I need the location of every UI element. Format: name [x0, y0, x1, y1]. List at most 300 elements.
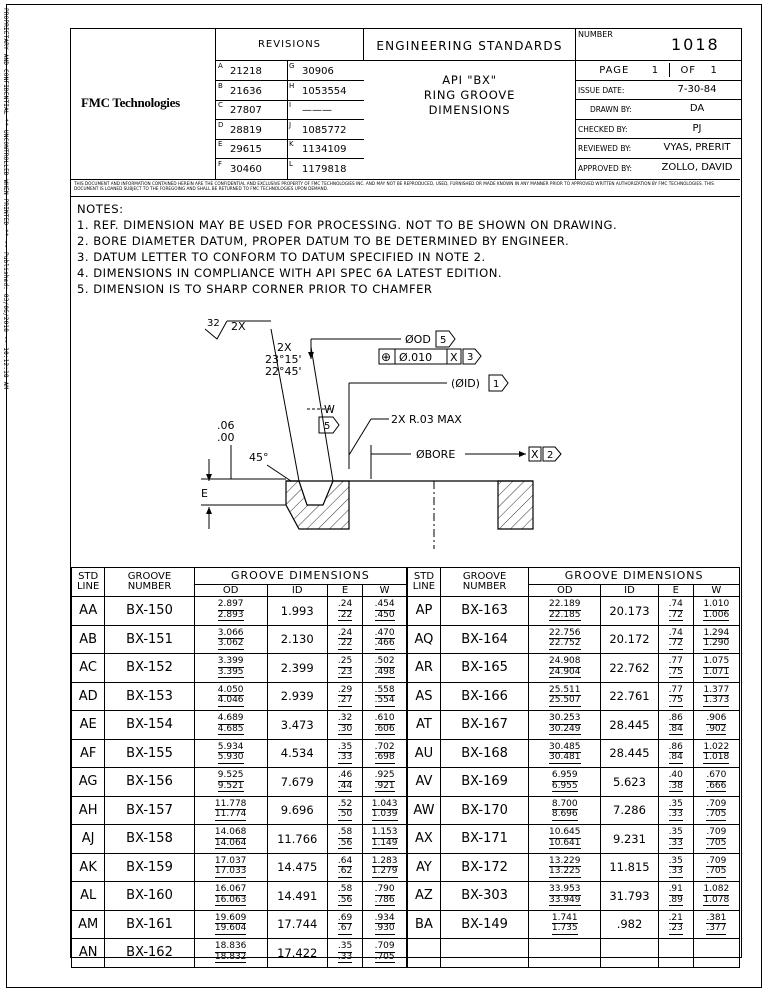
w-cell — [363, 825, 407, 854]
w-max: .610 — [374, 713, 395, 724]
w-max: 1.075 — [703, 656, 730, 667]
e-max: .24 — [337, 599, 353, 610]
notes-title: NOTES: — [77, 202, 124, 216]
std-line-cell: AY — [408, 853, 441, 882]
od-min: 14.064 — [214, 837, 247, 848]
w-max: .790 — [374, 884, 395, 895]
od-min: 4.046 — [217, 695, 244, 706]
od-max: 30.253 — [549, 713, 581, 724]
w-cell — [363, 882, 407, 911]
groove-number-cell: BX-166 — [440, 682, 528, 711]
col-od: OD — [194, 585, 267, 597]
e-cell — [327, 853, 362, 882]
id-cell: 14.491 — [267, 882, 327, 911]
table-row — [408, 939, 740, 968]
revision-number: 21218 — [230, 66, 262, 77]
od-cell — [194, 853, 267, 882]
w-min: .902 — [706, 723, 727, 734]
e-cell — [327, 625, 362, 654]
od-max: 3.066 — [217, 627, 244, 638]
id-cell: 9.231 — [601, 825, 659, 854]
note-5-flag: 5 — [440, 335, 447, 346]
od-max: 4.050 — [217, 684, 244, 695]
table-row — [408, 768, 740, 797]
e-label: E — [201, 487, 208, 500]
w-min: 1.006 — [703, 609, 730, 620]
w-label: W — [324, 403, 335, 416]
e-min: .89 — [668, 894, 683, 905]
w-min: .705 — [706, 866, 727, 877]
w-cell — [363, 853, 407, 882]
e-min: .33 — [337, 951, 353, 962]
e-max: .35 — [668, 855, 683, 866]
od-cell — [529, 910, 601, 939]
e-cell — [327, 910, 362, 939]
empty-cell — [693, 939, 739, 968]
reviewed-by-value: VYAS, PRERIT — [663, 142, 731, 154]
e-min: .56 — [337, 894, 353, 905]
revision-letter: B — [218, 81, 223, 90]
w-min: 1.149 — [371, 837, 398, 848]
w-min: .498 — [374, 666, 395, 677]
col-id: ID — [601, 585, 659, 597]
radius-callout: 2X R.03 MAX — [391, 413, 462, 426]
od-cell — [529, 682, 601, 711]
chamfer-angle: 45° — [249, 451, 269, 464]
groove-number-cell: BX-151 — [105, 625, 194, 654]
od-cell — [529, 654, 601, 683]
od-max: 25.511 — [549, 684, 581, 695]
od-min: 2.893 — [217, 609, 244, 620]
od-min: 13.225 — [549, 866, 581, 877]
std-line-cell: AS — [408, 682, 441, 711]
table-row — [72, 711, 407, 740]
od-min: 17.033 — [214, 866, 247, 877]
od-min: 30.249 — [549, 723, 581, 734]
od-cell — [529, 853, 601, 882]
w-max: 1.010 — [703, 599, 730, 610]
w-max: .670 — [706, 770, 727, 781]
w-cell — [363, 796, 407, 825]
title-line: API "BX" — [442, 73, 497, 87]
number-label: NUMBER — [578, 30, 613, 39]
w-min: .705 — [706, 837, 727, 848]
id-cell: 1.993 — [267, 597, 327, 626]
e-max: .86 — [668, 713, 683, 724]
e-cell — [658, 597, 693, 626]
groove-number-cell: BX-161 — [105, 910, 194, 939]
flange-section-right — [498, 481, 533, 529]
document-number: 1018 — [671, 35, 720, 54]
groove-number-cell: BX-167 — [440, 711, 528, 740]
table-row — [72, 682, 407, 711]
w-max: 1.153 — [371, 827, 398, 838]
groove-number-cell: BX-165 — [440, 654, 528, 683]
od-cell — [194, 768, 267, 797]
od-max: 3.399 — [217, 656, 244, 667]
std-line-cell: AH — [72, 796, 105, 825]
note-item: 4. DIMENSIONS IN COMPLIANCE WITH API SPEC 6A LATEST EDITION. — [77, 266, 503, 280]
table-row — [72, 654, 407, 683]
e-max: .91 — [668, 884, 683, 895]
table-row — [72, 739, 407, 768]
w-cell — [693, 882, 739, 911]
w-cell — [363, 768, 407, 797]
std-line-cell: AC — [72, 654, 105, 683]
confidentiality-notice: THIS DOCUMENT AND INFORMATION CONTAINED HEREIN ARE THE CONFIDENTIAL AND EXCLUSIVE PROPERTY OF FMC TECHNOLOGIES INC. AND MAY NOT BE REPRODUCED, USED, FURNISHED OR MADE KNOWN IN ANY MANNER PRIOR TO APPROVED WRITTEN AUTHORIZATION BY FMC TECHNOLOGIES. THIS DOCUMENT IS LOANED SUBJECT TO THE FOREGOING AND SHALL BE RETURNED TO FMC TECHNOLOGIES UPON DEMAND. — [71, 179, 740, 197]
od-max: 5.934 — [217, 741, 244, 752]
groove-number-cell: BX-158 — [105, 825, 194, 854]
od-cell — [194, 597, 267, 626]
issue-date-label: ISSUE DATE: — [578, 85, 625, 95]
od-max: 17.037 — [214, 855, 247, 866]
id-cell: 17.744 — [267, 910, 327, 939]
page-label: PAGE — [599, 65, 630, 76]
revision-number: 28819 — [230, 124, 262, 136]
chamfer-depth-lower: .00 — [217, 431, 235, 444]
table-row — [72, 939, 407, 968]
e-max: .32 — [337, 713, 353, 724]
od-cell — [194, 739, 267, 768]
groove-dims-header: GROOVE DIMENSIONS — [529, 568, 740, 585]
od-cell — [529, 597, 601, 626]
w-min: 1.279 — [371, 866, 398, 877]
id-cell: 22.761 — [601, 682, 659, 711]
e-max: .69 — [337, 912, 353, 923]
od-max: 22.756 — [549, 627, 581, 638]
e-max: .58 — [337, 827, 353, 838]
id-cell: .982 — [601, 910, 659, 939]
w-min: 1.078 — [703, 894, 730, 905]
od-min: 25.507 — [549, 695, 581, 706]
groove-table-left — [71, 567, 407, 968]
e-cell — [658, 796, 693, 825]
e-min: .30 — [337, 723, 353, 734]
w-min: .705 — [374, 951, 395, 962]
od-cell — [529, 796, 601, 825]
e-max: .74 — [668, 599, 683, 610]
od-min: 19.604 — [214, 923, 247, 934]
id-cell: 17.422 — [267, 939, 327, 968]
table-row — [408, 625, 740, 654]
od-min: 11.774 — [214, 809, 247, 820]
issue-date-value: 7-30-84 — [677, 83, 717, 95]
e-max: .77 — [668, 656, 683, 667]
od-max: 8.700 — [551, 798, 578, 809]
col-w: W — [363, 585, 407, 597]
std-line-cell: AB — [72, 625, 105, 654]
od-min: 3.062 — [217, 638, 244, 649]
page-number: 1 — [651, 65, 660, 76]
w-min: .606 — [374, 723, 395, 734]
od-min: 30.481 — [549, 752, 581, 763]
page-total: 1 — [710, 65, 718, 76]
e-cell — [658, 625, 693, 654]
w-min: 1.039 — [371, 809, 398, 820]
groove-number-cell: BX-156 — [105, 768, 194, 797]
std-line-cell: AL — [72, 882, 105, 911]
table-row — [72, 882, 407, 911]
e-cell — [327, 682, 362, 711]
od-min: 10.641 — [549, 837, 581, 848]
w-max: .502 — [374, 656, 395, 667]
id-cell: 20.172 — [601, 625, 659, 654]
od-max: 11.778 — [214, 798, 247, 809]
w-max: 1.082 — [703, 884, 730, 895]
od-cell — [529, 711, 601, 740]
e-min: .23 — [337, 666, 353, 677]
w-cell — [363, 739, 407, 768]
od-max: 22.189 — [549, 599, 581, 610]
e-cell — [658, 825, 693, 854]
od-cell — [194, 825, 267, 854]
groove-number-cell: BX-149 — [440, 910, 528, 939]
w-cell — [693, 910, 739, 939]
groove-number-cell: BX-152 — [105, 654, 194, 683]
w-cell — [693, 768, 739, 797]
e-min: .84 — [668, 752, 683, 763]
w-max: 1.043 — [371, 798, 398, 809]
revision-number: 29615 — [230, 144, 262, 156]
note-item: 1. REF. DIMENSION MAY BE USED FOR PROCESSING. NOT TO BE SHOWN ON DRAWING. — [77, 218, 618, 232]
w-min: .377 — [706, 923, 727, 934]
w-min: .930 — [374, 923, 395, 934]
groove-number-cell: BX-157 — [105, 796, 194, 825]
table-row — [408, 654, 740, 683]
od-min: 33.949 — [549, 894, 581, 905]
note-2-flag: 2 — [547, 450, 554, 461]
revision-letter: H — [289, 81, 295, 90]
reviewed-by-label: REVIEWED BY: — [578, 144, 632, 154]
std-line-cell: AP — [408, 597, 441, 626]
w-cell — [693, 654, 739, 683]
e-min: .33 — [668, 837, 683, 848]
revision-number: 1053554 — [302, 85, 347, 97]
e-cell — [327, 825, 362, 854]
std-line-cell: AV — [408, 768, 441, 797]
w-min: .666 — [706, 780, 727, 791]
revision-letter: D — [218, 120, 224, 129]
od-min: 16.063 — [214, 894, 247, 905]
angle-lower: 22°45' — [265, 365, 302, 378]
col-od: OD — [529, 585, 601, 597]
e-max: .52 — [337, 798, 353, 809]
w-max: .709 — [706, 855, 727, 866]
id-cell: 14.475 — [267, 853, 327, 882]
std-line-cell: AJ — [72, 825, 105, 854]
finish-symbol: 32 — [207, 318, 220, 329]
groove-number-cell: BX-155 — [105, 739, 194, 768]
id-cell: 28.445 — [601, 739, 659, 768]
e-cell — [327, 654, 362, 683]
e-min: .75 — [668, 666, 683, 677]
note-5-flag-w: 5 — [324, 421, 331, 432]
od-cell — [194, 910, 267, 939]
std-line-cell: AQ — [408, 625, 441, 654]
revision-number: 30460 — [230, 164, 262, 175]
id-cell: 22.762 — [601, 654, 659, 683]
e-max: .35 — [337, 741, 353, 752]
e-max: .35 — [337, 941, 353, 952]
groove-number-cell: BX-172 — [440, 853, 528, 882]
w-cell — [363, 682, 407, 711]
w-max: .925 — [374, 770, 395, 781]
od-min: 5.930 — [217, 752, 244, 763]
w-max: .702 — [374, 741, 395, 752]
bore-label: ØBORE — [416, 448, 456, 461]
od-max: 9.525 — [217, 770, 244, 781]
chamfer-depth-upper: .06 — [217, 419, 235, 432]
od-min: 9.521 — [217, 780, 244, 791]
od-min: 3.395 — [217, 666, 244, 677]
w-max: .381 — [706, 912, 727, 923]
od-max: 2.897 — [217, 599, 244, 610]
e-min: .75 — [668, 695, 683, 706]
e-cell — [327, 768, 362, 797]
id-cell: 31.793 — [601, 882, 659, 911]
finish-count: 2X — [231, 320, 246, 333]
groove-number-cell: BX-160 — [105, 882, 194, 911]
e-min: .50 — [337, 809, 353, 820]
w-min: 1.290 — [703, 638, 730, 649]
w-cell — [693, 625, 739, 654]
groove-number-cell: BX-170 — [440, 796, 528, 825]
col-w: W — [693, 585, 739, 597]
od-min: 22.185 — [549, 609, 581, 620]
w-max: .470 — [374, 627, 395, 638]
table-row — [408, 682, 740, 711]
drawing-sheet — [70, 28, 742, 962]
w-min: 1.071 — [703, 666, 730, 677]
table-row — [72, 625, 407, 654]
col-id: ID — [267, 585, 327, 597]
table-row — [408, 739, 740, 768]
e-cell — [658, 739, 693, 768]
w-cell — [363, 910, 407, 939]
table-row — [408, 825, 740, 854]
od-cell — [194, 796, 267, 825]
table-row — [408, 796, 740, 825]
w-min: .705 — [706, 809, 727, 820]
od-min: 1.735 — [551, 923, 578, 934]
revision-number: 1134109 — [302, 144, 347, 156]
table-row — [72, 796, 407, 825]
e-cell — [327, 739, 362, 768]
title-line: DIMENSIONS — [428, 103, 511, 117]
w-min: .466 — [374, 638, 395, 649]
revision-letter: F — [218, 160, 223, 168]
w-cell — [693, 682, 739, 711]
table-row — [72, 853, 407, 882]
e-cell — [658, 682, 693, 711]
groove-number-cell: BX-303 — [440, 882, 528, 911]
std-line-cell: AX — [408, 825, 441, 854]
std-line-cell: AE — [72, 711, 105, 740]
groove-number-cell: BX-153 — [105, 682, 194, 711]
revision-number: 27807 — [230, 105, 262, 117]
od-cell — [194, 654, 267, 683]
note-item: 5. DIMENSION IS TO SHARP CORNER PRIOR TO CHAMFER — [77, 282, 433, 296]
od-cell — [529, 825, 601, 854]
col-e: E — [658, 585, 693, 597]
revision-letter: C — [218, 101, 223, 110]
e-max: .35 — [668, 798, 683, 809]
od-cell — [529, 882, 601, 911]
table-row — [72, 597, 407, 626]
checked-by-label: CHECKED BY: — [578, 124, 628, 134]
w-min: .786 — [374, 894, 395, 905]
checked-by-value: PJ — [692, 122, 702, 134]
id-cell: 20.173 — [601, 597, 659, 626]
revision-number: 21636 — [230, 85, 262, 97]
od-min: 4.685 — [217, 723, 244, 734]
std-line-cell: AR — [408, 654, 441, 683]
std-line-cell: BA — [408, 910, 441, 939]
od-cell — [529, 768, 601, 797]
approved-by-value: ZOLLO, DAVID — [661, 162, 733, 173]
table-row — [408, 853, 740, 882]
table-row — [72, 910, 407, 939]
std-line-cell: AM — [72, 910, 105, 939]
e-max: .35 — [668, 827, 683, 838]
std-line-cell: AN — [72, 939, 105, 968]
std-line-cell: AZ — [408, 882, 441, 911]
id-cell: 7.286 — [601, 796, 659, 825]
drawn-by-label: DRAWN BY: — [590, 105, 632, 115]
e-max: .64 — [337, 855, 353, 866]
w-cell — [693, 739, 739, 768]
od-cell — [194, 711, 267, 740]
drawn-by-value: DA — [689, 103, 705, 115]
id-cell: 28.445 — [601, 711, 659, 740]
e-max: .25 — [337, 656, 353, 667]
groove-number-cell: BX-169 — [440, 768, 528, 797]
revision-letter: G — [289, 62, 295, 70]
od-max: 14.068 — [214, 827, 247, 838]
std-line-cell: AG — [72, 768, 105, 797]
note-3-flag: 3 — [467, 352, 474, 363]
flange-section-left — [286, 481, 349, 529]
e-min: .27 — [337, 695, 353, 706]
table-row — [408, 597, 740, 626]
e-cell — [327, 939, 362, 968]
id-cell: 11.766 — [267, 825, 327, 854]
w-min: 1.018 — [703, 752, 730, 763]
e-cell — [658, 882, 693, 911]
w-cell — [363, 625, 407, 654]
revision-letter: L — [289, 160, 293, 168]
w-cell — [363, 939, 407, 968]
std-line-header: STD LINE — [72, 568, 105, 597]
e-min: .72 — [668, 638, 683, 649]
w-cell — [363, 597, 407, 626]
od-max: 24.908 — [549, 656, 581, 667]
id-cell: 11.815 — [601, 853, 659, 882]
revision-number: 1085772 — [302, 124, 347, 136]
w-cell — [693, 796, 739, 825]
std-line-cell: AF — [72, 739, 105, 768]
note-item: 3. DATUM LETTER TO CONFORM TO DATUM SPECIFIED IN NOTE 2. — [77, 250, 486, 264]
groove-number-cell: BX-162 — [105, 939, 194, 968]
w-min: 1.373 — [703, 695, 730, 706]
id-cell: 2.130 — [267, 625, 327, 654]
od-max: 19.609 — [214, 912, 247, 923]
e-cell — [327, 711, 362, 740]
w-cell — [363, 654, 407, 683]
e-cell — [658, 853, 693, 882]
od-cell — [194, 939, 267, 968]
company-logo: FMC Technologies — [81, 95, 180, 110]
